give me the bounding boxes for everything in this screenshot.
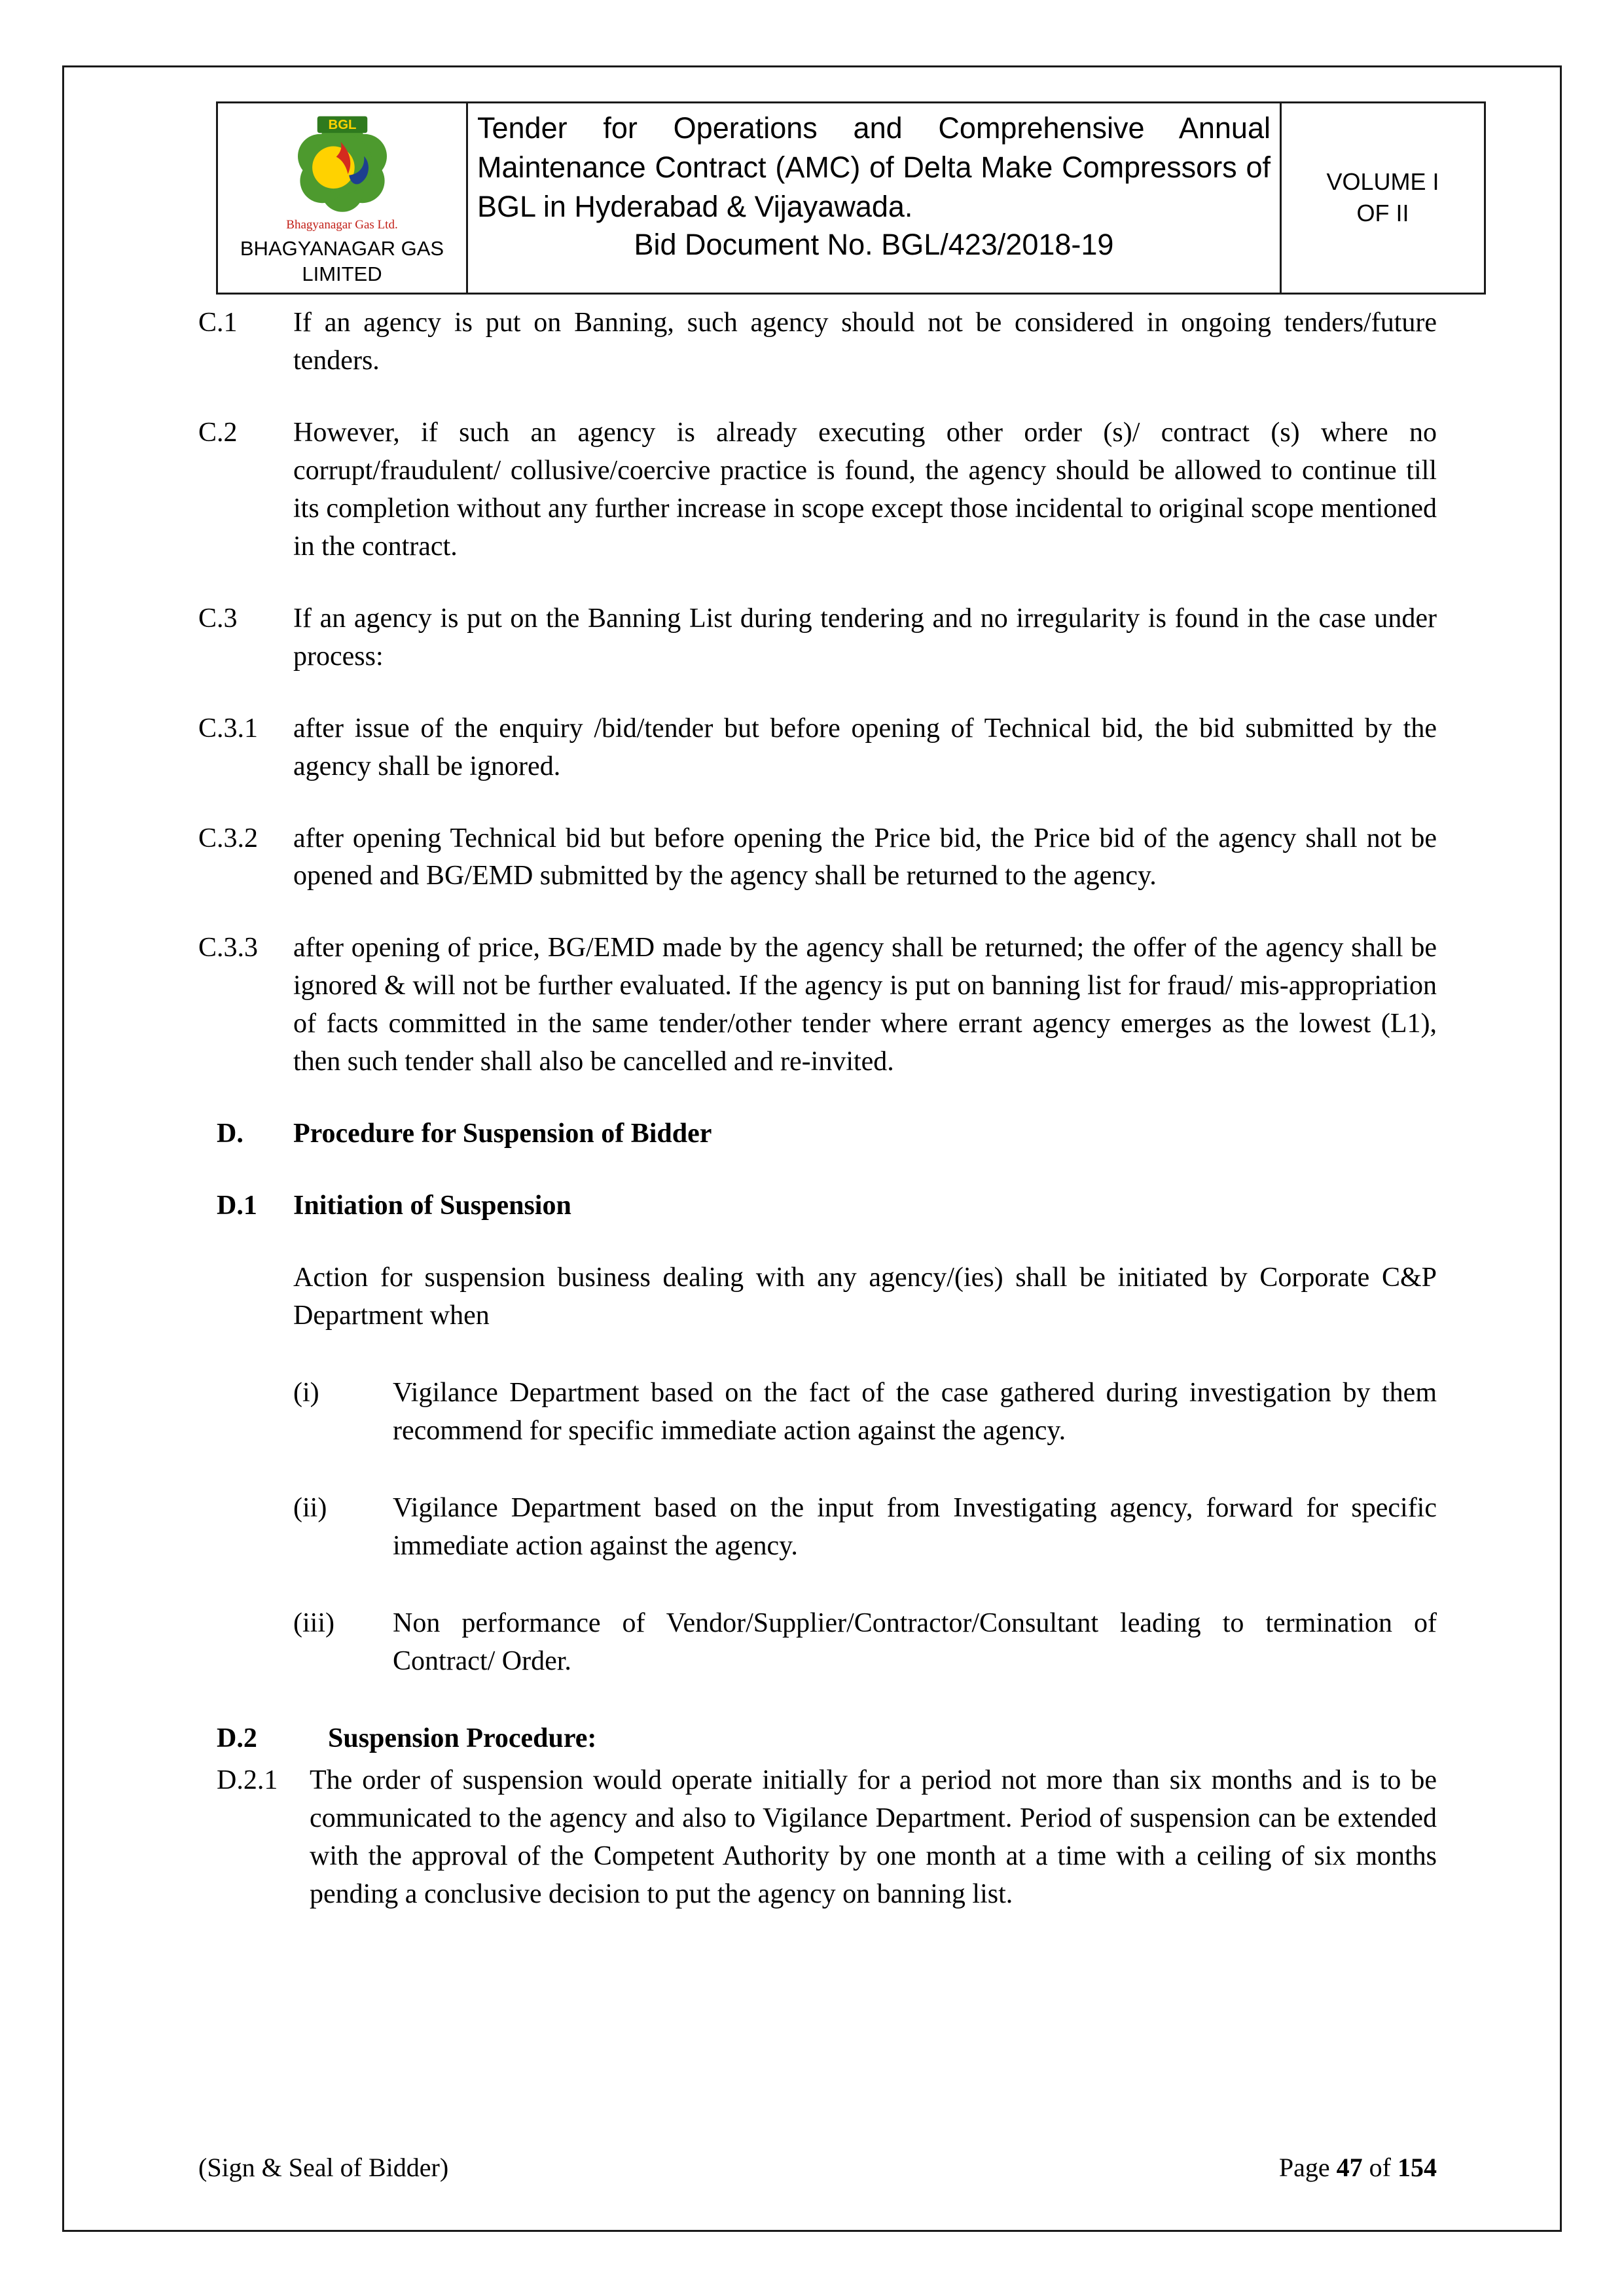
clause-c3-2 — [198, 820, 1437, 896]
tender-title: Tender for Operations and Comprehensive Annual Maintenance Contract (AMC) of Delta Make Compressors of BGL in Hyderabad & Vijayawada. — [477, 111, 1271, 223]
title-cell — [467, 103, 1281, 294]
company-logo-icon — [287, 107, 398, 219]
clause-c2 — [198, 414, 1437, 566]
company-name-line1: BHAGYANAGAR GAS — [240, 237, 444, 260]
page-number: 47 — [1336, 2153, 1363, 2182]
volume-cell — [1281, 103, 1485, 294]
logo-badge-text: BGL — [327, 118, 357, 133]
clause-text: after opening of price, BG/EMD made by the agency shall be returned; the offer of the agency shall be ignored & will not be further evaluated. If the agency is put on banning list for fraud/ mis-appropriation of facts committed in the same tender/other tender where errant agency emerges as the lowest (L1), then such tender shall also be cancelled and re-invited. — [293, 933, 1437, 1077]
sign-seal-label: (Sign & Seal of Bidder) — [198, 2153, 449, 2182]
item-number: (ii) — [293, 1492, 327, 1523]
clause-number: C.3.3 — [198, 933, 259, 963]
volume-line1: VOLUME I — [1326, 168, 1439, 195]
item-text: Vigilance Department based on the input from Investigating agency, forward for specific immediate action against the agency. — [393, 1492, 1437, 1561]
page-label: Page — [1278, 2153, 1337, 2182]
clause-c1 — [198, 304, 1437, 380]
clause-number: D.2.1 — [217, 1765, 278, 1795]
company-name — [227, 236, 457, 287]
page-footer — [198, 2152, 1437, 2183]
clause-d2-1 — [217, 1762, 1437, 1914]
item-number: (i) — [293, 1378, 319, 1408]
section-d2-heading — [217, 1720, 1437, 1758]
section-d1-heading — [217, 1187, 1437, 1225]
item-text: Non performance of Vendor/Supplier/Contractor/Consultant leading to termination of Contract/ Order. — [393, 1607, 1437, 1676]
d1-intro-paragraph: Action for suspension business dealing with any agency/(ies) shall be initiated by Corporate C&P Department when — [293, 1263, 1437, 1331]
section-title: Initiation of Suspension — [293, 1191, 571, 1221]
logo-cell — [217, 103, 467, 294]
section-number: D.2 — [217, 1723, 257, 1753]
clause-number: C.2 — [198, 417, 238, 448]
item-text: Vigilance Department based on the fact of the case gathered during investigation by them recommend for specific immediate action against the agency. — [393, 1378, 1437, 1446]
clause-text: However, if such an agency is already executing other order (s)/ contract (s) where no corrupt/fraudulent/ collusive/coercive practice is found, the agency should be allowed to continue till its completion without any further increase in scope except those incidental to original scope mentioned in the contract. — [293, 417, 1437, 562]
clause-number: C.3 — [198, 603, 238, 634]
clause-c3 — [198, 600, 1437, 676]
clause-c3-3 — [198, 929, 1437, 1081]
total-pages: 154 — [1398, 2153, 1437, 2182]
logo-caption: Bhagyanagar Gas Ltd. — [286, 218, 398, 232]
page-number-indicator — [1279, 2152, 1437, 2183]
of-label: of — [1362, 2153, 1398, 2182]
clause-text: If an agency is put on Banning, such agency should not be considered in ongoing tenders/future tenders. — [293, 308, 1437, 376]
clause-text: after opening Technical bid but before opening the Price bid, the Price bid of the agency shall not be opened and BG/EMD submitted by the agency shall be returned to the agency. — [293, 823, 1437, 891]
clause-text: The order of suspension would operate initially for a period not more than six months and is to be communicated to the agency and also to Vigilance Department. Period of suspension can be extended with the approval of the Competent Authority by one month at a time with a ceiling of six months pending a conclusive decision to put the agency on banning list. — [310, 1765, 1437, 1909]
header-table — [216, 101, 1486, 295]
d1-item-i — [293, 1374, 1437, 1450]
volume-line2: OF II — [1356, 200, 1409, 227]
section-number: D. — [217, 1119, 244, 1149]
clause-text: If an agency is put on the Banning List during tendering and no irregularity is found in the case under process: — [293, 603, 1437, 672]
page-border — [62, 65, 1562, 2232]
clause-number: C.3.1 — [198, 713, 259, 744]
item-number: (iii) — [293, 1607, 334, 1638]
section-title: Procedure for Suspension of Bidder — [293, 1119, 712, 1149]
d1-item-iii — [293, 1605, 1437, 1681]
section-number: D.1 — [217, 1191, 257, 1221]
company-name-line2: LIMITED — [302, 262, 382, 285]
clause-text: after issue of the enquiry /bid/tender but before opening of Technical bid, the bid submitted by the agency shall be ignored. — [293, 713, 1437, 781]
section-title: Suspension Procedure: — [328, 1723, 597, 1753]
section-d-heading — [217, 1115, 1437, 1153]
clause-number: C.3.2 — [198, 823, 259, 853]
bid-document-number: Bid Document No. BGL/423/2018-19 — [634, 227, 1114, 261]
clause-c3-1 — [198, 710, 1437, 786]
d1-item-ii — [293, 1490, 1437, 1566]
document-body — [198, 304, 1437, 1948]
clause-number: C.1 — [198, 308, 238, 338]
